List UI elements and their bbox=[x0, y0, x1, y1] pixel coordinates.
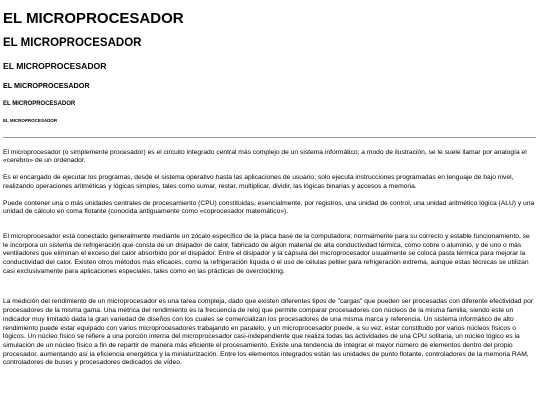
heading-3: EL MICROPROCESADOR bbox=[3, 61, 107, 72]
horizontal-divider bbox=[3, 137, 536, 138]
paragraph-intro: El microprocesador (o simplemente procesador) es el circuito integrado central más complejo de un sistema informático; a modo de ilustración, se le suele llamar por analogía el «cerebro» de un ordenador. bbox=[3, 148, 527, 165]
paragraph-function: Es el encargado de ejecutar los programas, desde el sistema operativo hasta las aplicaciones de usuario; solo ejecuta instrucciones programadas en lenguaje de bajo nivel, realizando operaciones aritméticas y lógicas simples, tales como sumar, restar, multiplicar, dividir, las lógicas binarias y accesos a memoria. bbox=[3, 174, 514, 190]
paragraph-components: Puede contener una o más unidades centrales de procesamiento (CPU) constituidas, esencialmente, por registros, una unidad de control, una unidad aritmético lógica (ALU) y una unidad de cálculo en coma flotante (conocida antiguamente como «coprocesador matemático»). bbox=[3, 199, 535, 216]
paragraph-performance: La medición del rendimiento de un microprocesador es una tarea compleja, dado que existen diferentes tipos de "cargas" que pueden ser procesadas con diferente efectividad por procesadores de la misma gama. Una métrica del rendimiento es la frecuencia de reloj que permite comparar procesadores con núcleos de la misma familia, siendo este un indicador muy limitado dada la gran variedad de diseños con los cuales se comercializan los procesadores de una misma marca y referencia. Un sistema informático de alto rendimiento puede estar equipado con varios microprocesadores trabajando en paralelo, y un microprocesador puede, a su vez, estar constituido por varios núcleos físicos o lógicos. Un núcleo físico se refiere a una porción interna del microprocesador casi-independiente que realiza todas las actividades de una CPU solitaria, un núcleo lógico es la simulación de un núcleo físico a fin de repartir de manera más eficiente el procesamiento. Existe una tendencia de integrar el mayor número de elementos dentro del propio procesador, aumentando así la eficiencia energética y la miniaturización. Entre los elementos integrados están las unidades de punto flotante, controladores de la memoria RAM, controladores de buses y procesadores dedicados de vídeo. bbox=[3, 298, 534, 367]
heading-2: EL MICROPROCESADOR bbox=[3, 37, 142, 50]
spacer bbox=[3, 284, 536, 298]
heading-4: EL MICROPROCESADOR bbox=[3, 81, 90, 91]
heading-1: EL MICROPROCESADOR bbox=[3, 10, 184, 27]
paragraph-cooling: El microprocesador está conectado generalmente mediante un zócalo específico de la placa base de la computadora; normalmente para su correcto y estable funcionamiento, se le incorpora un sistema de refrigeración que consta de un disipador de calor, fabricado de algún material de alta conductividad térmica, como cobre o aluminio, y de uno o más ventiladores que eliminan el exceso del calor absorbido por el disipador. Entre el disipador y la cápsula del microprocesador usualmente se coloca pasta térmica para mejorar la conductividad del calor. Existen otros métodos más eficaces, como la refrigeración líquida o el uso de células peltier para refrigeración extrema, aunque estas técnicas se utilizan casi exclusivamente para aplicaciones especiales, tales como en las prácticas de overclocking. bbox=[3, 232, 530, 275]
spacer bbox=[3, 225, 536, 233]
heading-6: EL MICROPROCESADOR bbox=[3, 117, 58, 123]
heading-5: EL MICROPROCESADOR bbox=[3, 100, 76, 107]
